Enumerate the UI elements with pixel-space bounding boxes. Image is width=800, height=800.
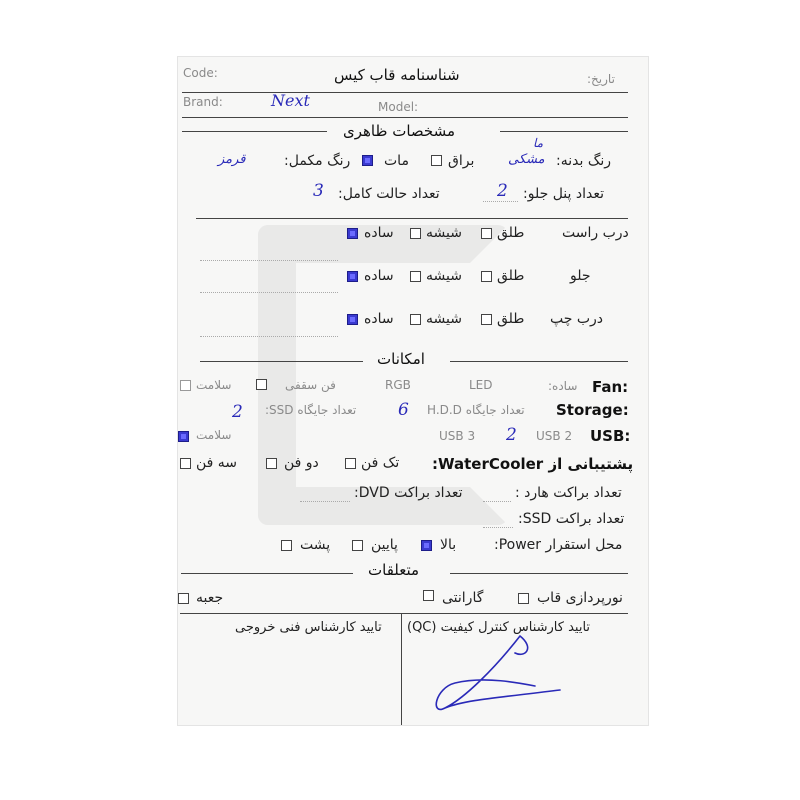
brand-label: Brand: (183, 95, 223, 109)
divider (182, 92, 628, 93)
front-plain-checkbox[interactable] (347, 271, 358, 282)
fill-line (483, 201, 518, 202)
usb2-label: USB 2 (536, 429, 573, 443)
section-line (450, 361, 628, 362)
usb-health-label: سلامت (196, 428, 232, 442)
three-fan-checkbox[interactable] (180, 458, 191, 469)
one-fan-label: تک فن (361, 455, 400, 471)
model-label: Model: (378, 100, 419, 114)
hdd-bracket-label: تعداد براکت هارد : (515, 485, 622, 501)
section-appearance-title: مشخصات ظاهری (343, 122, 456, 140)
full-modes-value[interactable]: 3 (313, 181, 324, 201)
right-glass-label: شیشه (426, 225, 462, 241)
two-fan-label: دو فن (284, 455, 319, 471)
code-label: Code: (183, 66, 218, 80)
power-back-label: پشت (300, 537, 331, 553)
ssd-count-value[interactable]: 2 (232, 402, 243, 422)
two-fan-checkbox[interactable] (266, 458, 277, 469)
left-mesh-checkbox[interactable] (481, 314, 492, 325)
storage-label: Storage: (556, 401, 629, 419)
front-mesh-checkbox[interactable] (481, 271, 492, 282)
matte-label: مات (384, 153, 409, 169)
right-mesh-label: طلق (497, 225, 525, 241)
section-line (450, 573, 628, 574)
fan-ceiling-checkbox[interactable] (256, 379, 267, 390)
right-plain-label: ساده (364, 225, 394, 241)
body-color-value[interactable]: مشکی (508, 152, 545, 167)
left-plain-checkbox[interactable] (347, 314, 358, 325)
power-top-checkbox[interactable] (421, 540, 432, 551)
hdd-count-label: تعداد جایگاه H.D.D (427, 403, 525, 417)
left-glass-label: شیشه (426, 311, 462, 327)
right-glass-checkbox[interactable] (410, 228, 421, 239)
box-checkbox[interactable] (178, 593, 189, 604)
warranty-label: گارانتی (442, 590, 484, 606)
fill-line (483, 501, 511, 502)
accent-color-label: رنگ مکمل: (284, 153, 351, 169)
tech-approval-label: تایید کارشناس فنی خروجی (235, 620, 382, 635)
section-line (182, 131, 327, 132)
handwritten-signature (425, 628, 565, 723)
left-mesh-label: طلق (497, 311, 525, 327)
glossy-label: براق (448, 153, 475, 169)
power-location-label: محل استقرار Power: (494, 537, 623, 553)
power-bottom-label: پایین (371, 537, 398, 553)
warranty-checkbox[interactable] (423, 590, 434, 601)
section-accessories-title: متعلقات (368, 561, 420, 579)
lighting-label: نورپردازی قاب (537, 590, 623, 606)
divider (180, 613, 628, 614)
front-label: جلو (570, 268, 591, 284)
power-bottom-checkbox[interactable] (352, 540, 363, 551)
usb3-label: USB 3 (439, 429, 476, 443)
front-glass-checkbox[interactable] (410, 271, 421, 282)
fill-line (200, 336, 338, 337)
divider (196, 218, 628, 219)
qc-approval-label: تایید کارشناس کنترل کیفیت (QC) (407, 620, 591, 635)
full-modes-label: تعداد حالت کامل: (338, 186, 440, 202)
right-door-label: درب راست (562, 225, 629, 241)
front-plain-label: ساده (364, 268, 394, 284)
front-glass-label: شیشه (426, 268, 462, 284)
matte-checkbox[interactable] (362, 155, 373, 166)
section-line (500, 131, 628, 132)
dvd-bracket-label: تعداد براکت DVD: (354, 485, 463, 501)
date-label: تاریخ: (587, 72, 615, 86)
front-panels-value[interactable]: 2 (497, 181, 508, 201)
front-mesh-label: طلق (497, 268, 525, 284)
fan-rgb-label: RGB (385, 378, 411, 392)
approval-divider (401, 613, 402, 725)
accent-color-value[interactable]: قرمز (218, 152, 246, 167)
divider (182, 117, 628, 118)
ssd-count-label: تعداد جایگاه SSD: (265, 403, 357, 417)
power-top-label: بالا (440, 537, 457, 553)
fan-health-label: سلامت (196, 378, 232, 392)
fan-ceiling-label: فن سقفی (285, 378, 336, 392)
one-fan-checkbox[interactable] (345, 458, 356, 469)
three-fan-label: سه فن (196, 455, 238, 471)
watercooler-label: پشتیبانی از WaterCooler: (432, 455, 634, 473)
fill-line (200, 260, 338, 261)
right-plain-checkbox[interactable] (347, 228, 358, 239)
section-features-title: امکانات (377, 350, 425, 368)
glossy-checkbox[interactable] (431, 155, 442, 166)
fill-line (300, 501, 350, 502)
fan-health-checkbox[interactable] (180, 380, 191, 391)
fan-plain-label: ساده: (548, 379, 578, 393)
body-color-label: رنگ بدنه: (556, 153, 612, 169)
section-line (200, 361, 363, 362)
usb-health-checkbox[interactable] (178, 431, 189, 442)
fill-line (483, 527, 513, 528)
left-glass-checkbox[interactable] (410, 314, 421, 325)
body-color-mark: ما (533, 136, 544, 150)
section-line (181, 573, 353, 574)
ssd-bracket-label: تعداد براکت SSD: (518, 511, 625, 527)
left-door-label: درب چپ (550, 311, 604, 327)
box-label: جعبه (196, 590, 224, 606)
left-plain-label: ساده (364, 311, 394, 327)
fan-led-label: LED (469, 378, 493, 392)
form-title: شناسنامه قاب کیس (334, 66, 460, 84)
usb2-value[interactable]: 2 (506, 425, 517, 445)
usb-label: USB: (590, 427, 631, 445)
hdd-count-value[interactable]: 6 (398, 400, 409, 420)
fan-label: Fan: (592, 378, 629, 396)
right-mesh-checkbox[interactable] (481, 228, 492, 239)
lighting-checkbox[interactable] (518, 593, 529, 604)
front-panels-label: تعداد پنل جلو: (523, 186, 604, 202)
power-back-checkbox[interactable] (281, 540, 292, 551)
brand-value[interactable]: Next (271, 91, 310, 110)
fill-line (200, 292, 338, 293)
